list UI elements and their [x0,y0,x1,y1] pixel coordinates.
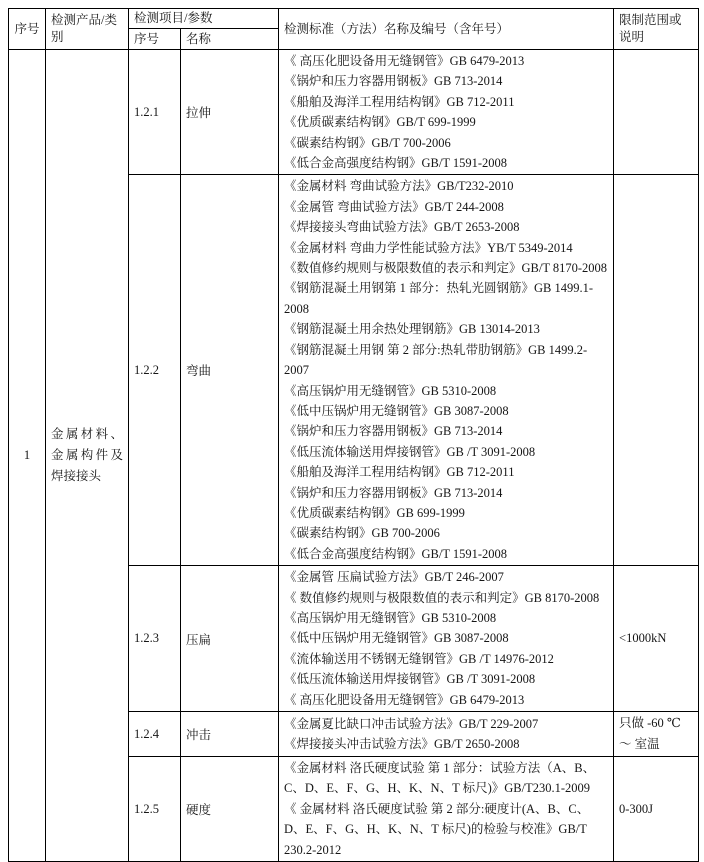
standard-line: 《优质碳素结构钢》GB/T 699-1999 [284,115,476,130]
header-serial: 序号 [9,9,46,50]
standard-line: 《低中压锅炉用无缝钢管》GB 3087-2008 [284,631,509,646]
standard-line: 《流体输送用不锈钢无缝钢管》GB /T 14976-2012 [284,651,554,666]
standard-line: 《低压流体输送用焊接钢管》GB /T 3091-2008 [284,672,536,687]
header-standard: 检测标准（方法）名称及编号（含年号） [279,9,614,50]
limit-cell: <1000kN [614,566,699,712]
item-name-cell: 压扁 [181,566,279,712]
standard-line: 《锅炉和压力容器用钢板》GB 713-2014 [284,74,503,89]
item-serial-cell: 1.2.2 [129,175,181,566]
standard-line: 《低中压锅炉用无缝钢管》GB 3087-2008 [284,403,509,418]
standard-line: 《钢筋混凝土用钢 第 2 部分:热轧带肋钢筋》GB 1499.2-2007 [284,342,588,378]
standard-line: 《 数值修约规则与极限数值的表示和判定》GB 8170-2008 [284,590,600,605]
inspection-standards-table [8,8,699,862]
standard-line: 《低压流体输送用焊接钢管》GB /T 3091-2008 [284,444,536,459]
standard-line: 《低合金高强度结构钢》GB/T 1591-2008 [284,156,508,171]
standards-cell [279,566,614,712]
standard-line: 《高压锅炉用无缝钢管》GB 5310-2008 [284,383,497,398]
standard-line: 《锅炉和压力容器用钢板》GB 713-2014 [284,424,503,439]
standards-cell [279,712,614,757]
standard-line: 《高压锅炉用无缝钢管》GB 5310-2008 [284,610,497,625]
limit-cell: 只做 -60 ℃ ～ 室温 [614,712,699,757]
item-serial-cell: 1.2.3 [129,566,181,712]
standard-line: 《金属管 弯曲试验方法》GB/T 244-2008 [284,199,504,214]
standards-cell [279,50,614,175]
limit-cell [614,50,699,175]
limit-cell [614,175,699,566]
header-category: 检测产品/类别 [46,9,129,50]
standard-line: 《数值修约规则与极限数值的表示和判定》GB/T 8170-2008 [284,261,608,276]
standard-line: 《金属材料 弯曲试验方法》GB/T232-2010 [284,179,514,194]
item-serial-cell: 1.2.5 [129,757,181,862]
item-serial-cell: 1.2.4 [129,712,181,757]
standard-line: 《碳素结构钢》GB 700-2006 [284,526,440,541]
header-item-serial: 序号 [129,29,181,50]
item-name-cell: 拉伸 [181,50,279,175]
header-limit: 限制范围或说明 [614,9,699,50]
item-name-cell: 弯曲 [181,175,279,566]
standard-line: 《金属材料 弯曲力学性能试验方法》YB/T 5349-2014 [284,240,573,255]
group-category-cell: 金属材料、金属构件及焊接接头 [46,50,129,862]
header-row-1 [9,9,699,29]
item-serial-cell: 1.2.1 [129,50,181,175]
standard-line: 《低合金高强度结构钢》GB/T 1591-2008 [284,546,508,561]
table-row-tensile [9,50,699,175]
item-name-cell: 冲击 [181,712,279,757]
standard-line: 《优质碳素结构钢》GB 699-1999 [284,505,465,520]
standard-line: 《船舶及海洋工程用结构钢》GB 712-2011 [284,465,515,480]
standard-line: 《金属管 压扁试验方法》GB/T 246-2007 [284,570,504,585]
group-serial-cell: 1 [9,50,46,862]
standard-line: 《钢筋混凝土用余热处理钢筋》GB 13014-2013 [284,322,540,337]
standard-line: 《 金属材料 洛氏硬度试验 第 2 部分:硬度计(A、B、C、D、E、F、G、H、K、N、T 标尺)的检验与校准》GB/T 230.2-2012 [284,801,590,857]
standard-line: 《碳素结构钢》GB/T 700-2006 [284,135,451,150]
standard-line: 《锅炉和压力容器用钢板》GB 713-2014 [284,485,503,500]
standard-line: 《 高压化肥设备用无缝钢管》GB 6479-2013 [284,54,525,68]
limit-cell: 0-300J [614,757,699,862]
standard-line: 《 高压化肥设备用无缝钢管》GB 6479-2013 [284,692,525,707]
standard-line: 《焊接接头冲击试验方法》GB/T 2650-2008 [284,737,520,751]
item-name-cell: 硬度 [181,757,279,862]
standards-cell [279,757,614,862]
standards-cell [279,175,614,566]
standard-line: 《船舶及海洋工程用结构钢》GB 712-2011 [284,94,515,109]
standard-line: 《金属夏比缺口冲击试验方法》GB/T 229-2007 [284,716,539,731]
header-item-name: 名称 [181,29,279,50]
standard-line: 《金属材料 洛氏硬度试验 第 1 部分：试验方法（A、B、C、D、E、F、G、H、K、N、T 标尺)》GB/T230.1-2009 [284,761,596,796]
standard-line: 《焊接接头弯曲试验方法》GB/T 2653-2008 [284,220,520,235]
standard-line: 《钢筋混凝土用钢第 1 部分：热轧光圆钢筋》GB 1499.1-2008 [284,281,594,316]
header-item-group: 检测项目/参数 [129,9,279,29]
